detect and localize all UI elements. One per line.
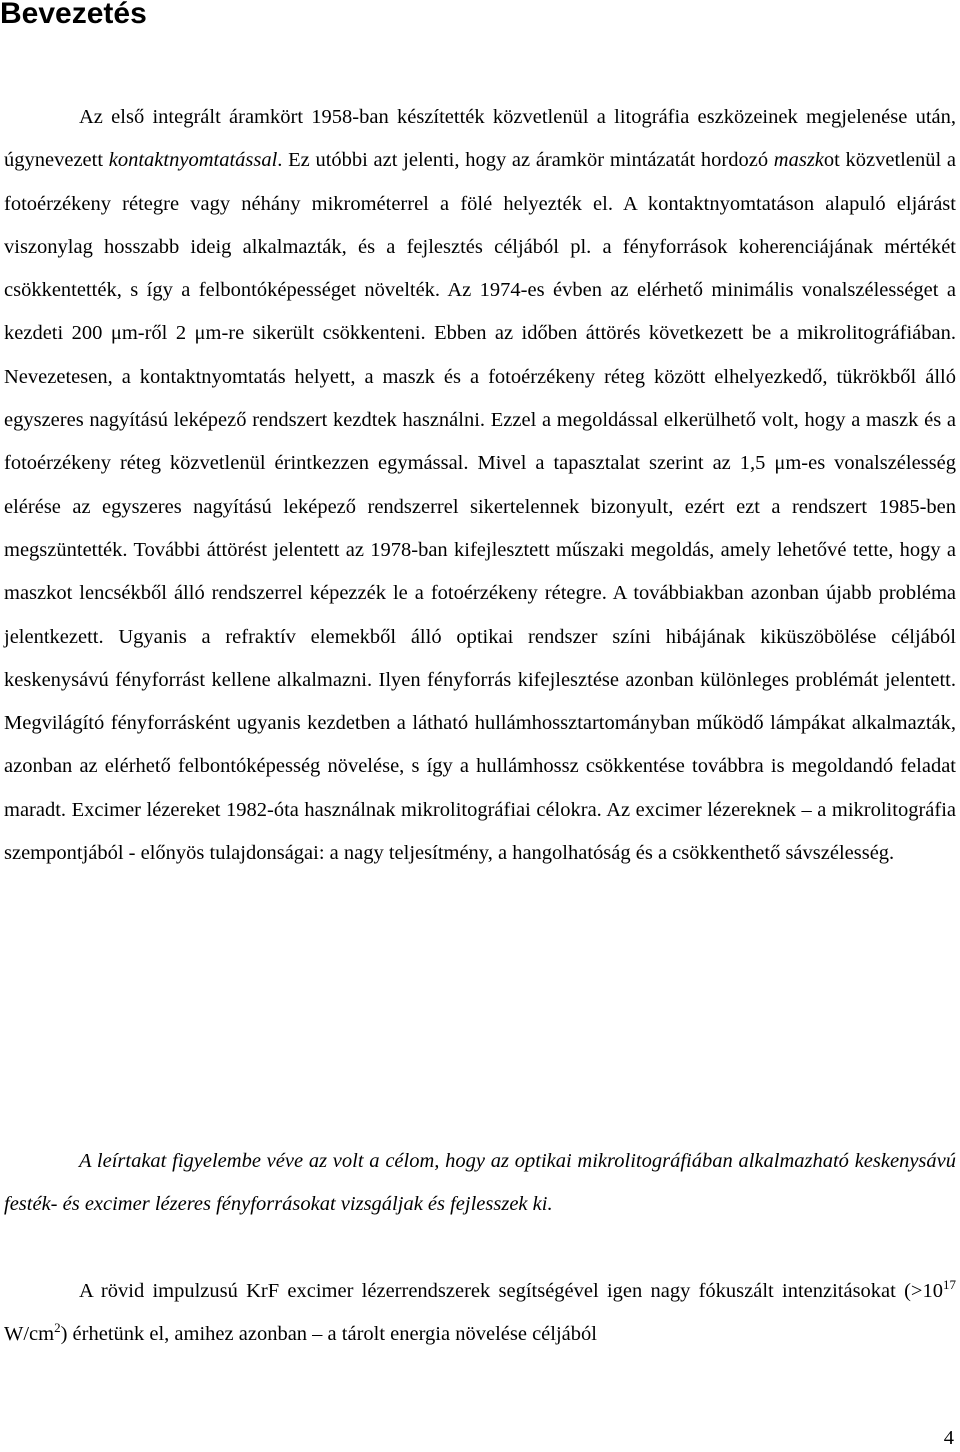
paragraph-text: W/cm: [4, 1323, 55, 1346]
paragraph-krf-laser: [4, 1270, 956, 1357]
paragraph-text: . Ez utóbbi azt jelenti, hogy az áramkör mintázatát hordozó: [277, 149, 774, 172]
emphasis-contact-printing: kontaktnyomtatással: [108, 149, 278, 172]
paragraph-text: ot közvetlenül a fotoérzékeny rétegre vagy néhány mikrométerrel a fölé helyezték el. A kontaktnyomtatáson alapuló eljárást viszonylag hosszabb ideig alkalmazták, és a fejlesztés céljából pl. a fényforrások koherenciájának mértékét csökkentették, s így a felbontóképességet növelték. Az 1974-es évben az elérhető minimális vonalszélességet a kezdeti 200 μm-ről 2 μm-re sikerült csökkenteni. Ebben az időben áttörés következett be a mikrolitográfiában. Nevezetesen, a kontaktnyomtatás helyett, a maszk és a fotoérzékeny réteg között elhelyezkedő, tükrökből álló egyszeres nagyítású leképező rendszert kezdtek használni. Ezzel a megoldással elkerülhető volt, hogy a maszk és a fotoérzékeny réteg közvetlenül érintkezzen egymással. Mivel a tapasztalat szerint az 1,5 μm-es vonalszélesség elérése az egyszeres nagyítású leképező rendszerrel sikertelennek bizonyult, ezért ezt a rendszert 1985-ben megszüntették. További áttörést jelentett az 1978-ban kifejlesztett műszaki megoldás, amely lehetővé tette, hogy a maszkot lencsékből álló rendszerrel képezzék le a fotoérzékeny rétegre. A továbbiakban azonban újabb probléma jelentkezett. Ugyanis a refraktív elemekből álló optikai rendszer színi hibájának kiküszöbölése céljából keskenysávú fényforrást kellene alkalmazni. Ilyen fényforrás kifejlesztése azonban különleges problémát jelentett. Megvilágító fényforrásként ugyanis kezdetben a látható hullámhossztartományban működő lámpákat alkalmazták, azonban az elérhető felbontóképesség növelése, s így a hullámhossz csökkentése továbbra is megoldandó feladat maradt. Excimer lézereket 1982-óta használnak mikrolitográfiai célokra. Az excimer lézereknek – a mikrolitográfia szempontjából - előnyös tulajdonságai: a nagy teljesítmény, a hangolhatóság és a csökkenthető sávszélesség.: [4, 149, 956, 865]
paragraph-goal: A leírtakat figyelembe véve az volt a célom, hogy az optikai mikrolitográfiában alkalmazható keskenysávú festék- és excimer lézeres fényforrásokat vizsgáljak és fejlesszek ki.: [4, 1150, 956, 1216]
section-heading: Bevezetés: [0, 0, 147, 30]
superscript-exponent: 17: [943, 1277, 956, 1292]
paragraph-text: ) érhetünk el, amihez azonban – a tárolt energia növelése céljából: [60, 1323, 597, 1346]
paragraph-text: A rövid impulzusú KrF excimer lézerrendszerek segítségével igen nagy fókuszált intenzitásokat (>10: [79, 1280, 943, 1302]
page-number: 4: [943, 1427, 954, 1449]
superscript-exponent: 2: [54, 1320, 61, 1336]
paragraph-history: [4, 96, 956, 875]
emphasis-mask: maszk: [773, 149, 824, 172]
paragraph-text: Az első integrált áramkört 1958-ban készítették közvetlenül a litográfia eszközeinek megjelenése után, úgynevezett: [4, 106, 956, 172]
